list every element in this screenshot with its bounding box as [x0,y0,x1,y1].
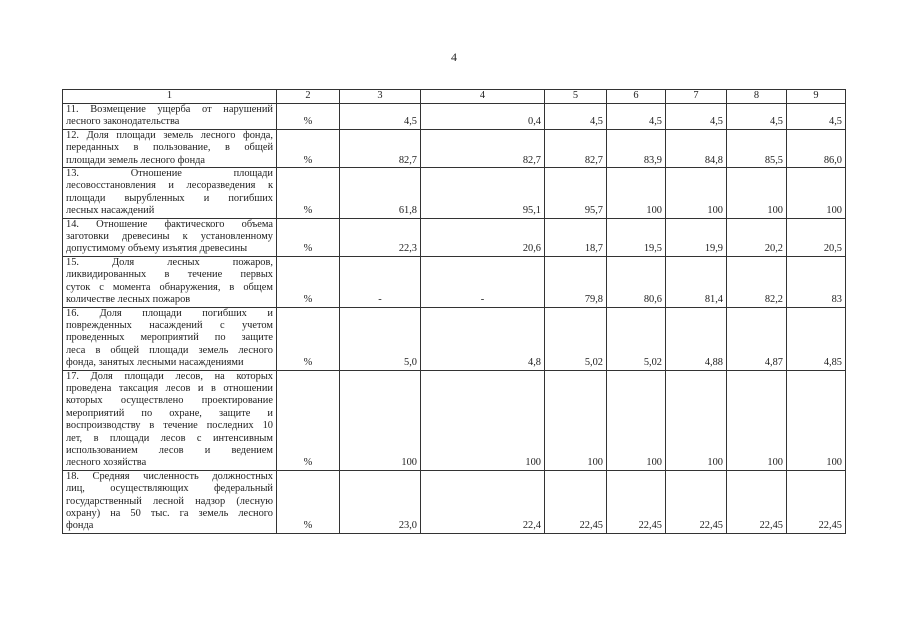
value-cell: 4,5 [727,104,787,130]
indicator-line: проведенных мероприятий по защите [66,332,273,344]
unit-cell: % [277,129,340,167]
unit-cell: % [277,370,340,470]
value-cell: 100 [787,168,846,219]
indicator-line: использованием лесов и ведением [66,444,273,456]
value-cell: 100 [727,370,787,470]
value-cell: 95,7 [545,168,607,219]
header-cell: 9 [787,90,846,104]
value-cell: - [421,256,545,307]
indicator-line: 16. Доля площади погибших и [66,307,273,319]
unit-cell: % [277,256,340,307]
indicator-line: леса в общей площади земель лесного [66,344,273,356]
header-cell: 3 [340,90,421,104]
indicator-line: 17. Доля площади лесов, на которых [66,370,273,382]
indicator-line: лиц, осуществляющих федеральный [66,483,273,495]
indicator-line: ликвидированных в течение первых [66,269,273,281]
indicator-line: лесовосстановления и лесоразведения к [66,180,273,192]
value-cell: 80,6 [607,256,666,307]
value-cell: 20,2 [727,218,787,256]
table-row [63,470,846,533]
indicator-cell [63,307,277,370]
value-cell: 4,8 [421,307,545,370]
value-cell: 100 [545,370,607,470]
header-cell: 2 [277,90,340,104]
value-cell: - [340,256,421,307]
value-cell: 22,45 [545,470,607,533]
value-cell: 100 [666,370,727,470]
value-cell: 4,85 [787,307,846,370]
value-cell: 82,2 [727,256,787,307]
indicator-line: лесного хозяйства [66,457,147,469]
indicator-line: количестве лесных пожаров [66,294,191,306]
value-cell: 4,88 [666,307,727,370]
header-cell: 1 [63,90,277,104]
value-cell: 5,0 [340,307,421,370]
unit-cell: % [277,470,340,533]
indicator-line: которых осуществлено проектирование [66,395,273,407]
indicator-cell [63,218,277,256]
indicator-line: фонда, занятых лесными насаждениями [66,357,244,369]
unit-cell: % [277,307,340,370]
indicator-line: заготовки древесины к установленному [66,231,273,243]
indicator-line: 13. Отношение площади [66,168,273,180]
unit-cell: % [277,168,340,219]
table-row [63,104,846,130]
indicator-line: государственный лесной надзор (лесную [66,495,273,507]
value-cell: 100 [421,370,545,470]
value-cell: 5,02 [545,307,607,370]
value-cell: 5,02 [607,307,666,370]
value-cell: 22,45 [787,470,846,533]
value-cell: 61,8 [340,168,421,219]
header-cell: 8 [727,90,787,104]
unit-cell: % [277,218,340,256]
value-cell: 4,5 [666,104,727,130]
indicator-line: охрану) на 50 тыс. га земель лесного [66,508,273,519]
indicator-line: проведена таксация лесов и в отношении [66,382,273,394]
unit-cell: % [277,104,340,130]
indicator-line: переданных в пользование, в общей [66,142,273,154]
indicator-line: воспроизводству в течение последних 10 [66,420,273,432]
value-cell: 83,9 [607,129,666,167]
value-cell: 86,0 [787,129,846,167]
table-row [63,307,846,370]
value-cell: 0,4 [421,104,545,130]
value-cell: 19,5 [607,218,666,256]
value-cell: 19,9 [666,218,727,256]
value-cell: 83 [787,256,846,307]
value-cell: 22,3 [340,218,421,256]
value-cell: 82,7 [545,129,607,167]
indicator-line: допустимому объему изъятия древесины [66,243,248,255]
value-cell: 22,45 [666,470,727,533]
indicator-line: 14. Отношение фактического объема [66,218,273,230]
header-cell: 7 [666,90,727,104]
indicator-cell [63,470,277,533]
indicator-line: поврежденных насаждений с учетом [66,319,273,331]
value-cell: 20,6 [421,218,545,256]
indicator-line: лесных насаждений [66,205,155,217]
indicator-line: мероприятий по охране, защите и [66,407,273,419]
value-cell: 95,1 [421,168,545,219]
value-cell: 20,5 [787,218,846,256]
value-cell: 4,5 [787,104,846,130]
value-cell: 82,7 [340,129,421,167]
value-cell: 79,8 [545,256,607,307]
value-cell: 81,4 [666,256,727,307]
indicator-line: лесного законодательства [66,116,180,128]
indicator-cell [63,168,277,219]
value-cell: 82,7 [421,129,545,167]
value-cell: 100 [787,370,846,470]
indicator-cell [63,256,277,307]
value-cell: 4,5 [340,104,421,130]
header-cell: 4 [421,90,545,104]
indicator-line: площади земель лесного фонда [66,154,206,166]
indicator-line: суток с момента обнаружения, в общем [66,281,273,293]
indicator-line: 12. Доля площади земель лесного фонда, [66,129,273,141]
table-row [63,168,846,219]
value-cell: 85,5 [727,129,787,167]
value-cell: 23,0 [340,470,421,533]
indicator-cell [63,104,277,130]
value-cell: 100 [666,168,727,219]
indicator-line: фонда [66,520,94,532]
value-cell: 4,87 [727,307,787,370]
table-row [63,129,846,167]
table-row [63,370,846,470]
value-cell: 100 [607,370,666,470]
value-cell: 84,8 [666,129,727,167]
value-cell: 22,45 [727,470,787,533]
value-cell: 4,5 [545,104,607,130]
value-cell: 100 [607,168,666,219]
value-cell: 4,5 [607,104,666,130]
value-cell: 22,4 [421,470,545,533]
indicator-line: площади вырубленных и погибших [66,192,273,204]
value-cell: 22,45 [607,470,666,533]
indicator-line: лет, в площади лесов с интенсивным [66,432,273,444]
table-row [63,218,846,256]
indicator-line: 11. Возмещение ущерба от нарушений [66,104,273,115]
value-cell: 100 [340,370,421,470]
header-cell: 5 [545,90,607,104]
table-row [63,256,846,307]
value-cell: 18,7 [545,218,607,256]
indicator-line: 15. Доля лесных пожаров, [66,256,273,268]
value-cell: 100 [727,168,787,219]
indicator-cell [63,129,277,167]
header-cell: 6 [607,90,666,104]
page-number: 4 [451,50,457,64]
indicator-cell [63,370,277,470]
header-row [63,90,846,104]
indicators-table [62,89,846,534]
indicator-line: 18. Средняя численность должностных [66,470,273,482]
